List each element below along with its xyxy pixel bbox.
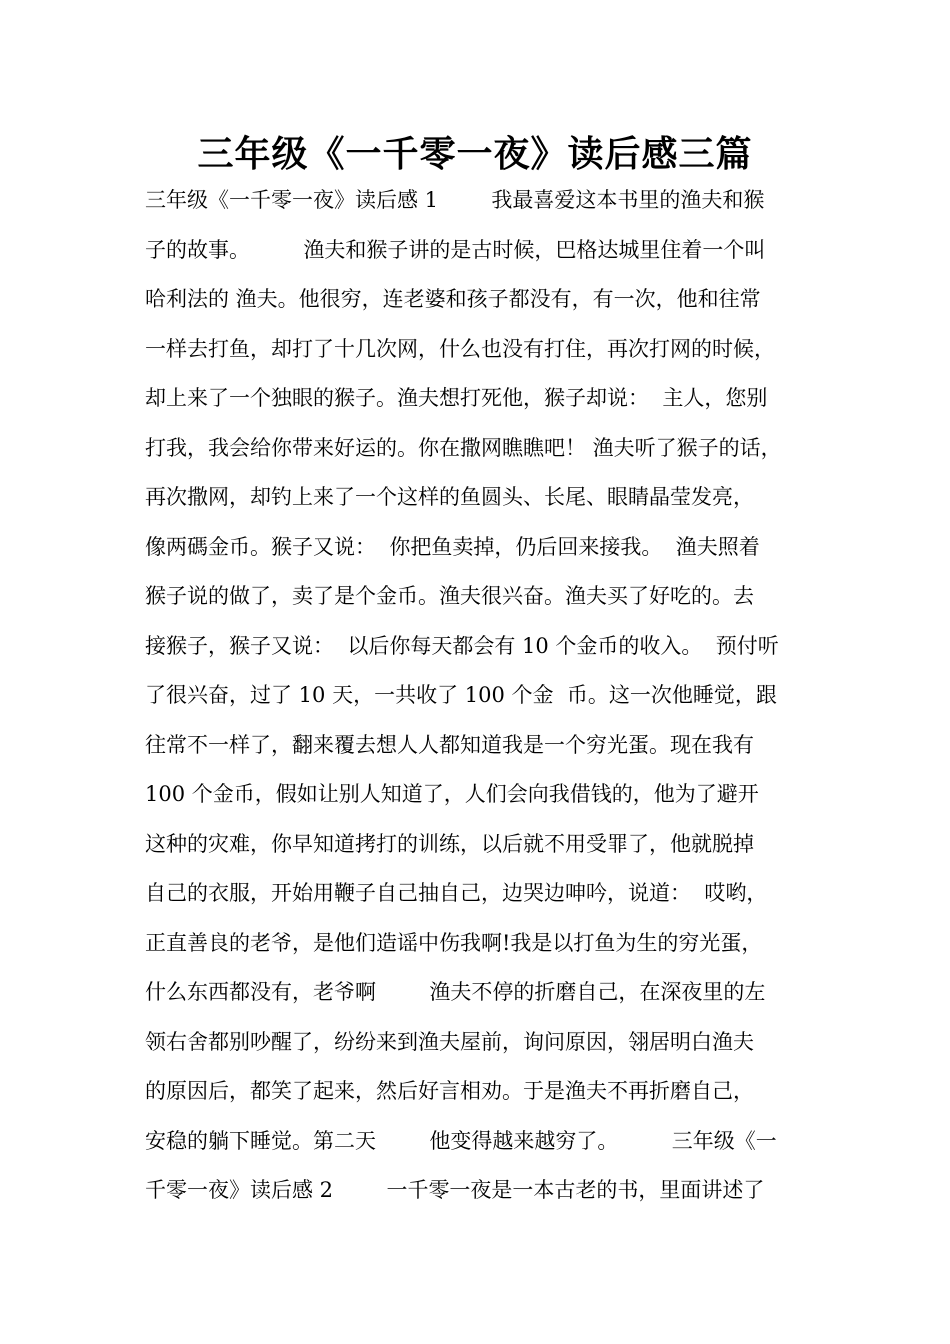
- text-line: 打我，我会给你带来好运的。你在撒网瞧瞧吧！ 渔夫听了猴子的话，: [145, 435, 782, 460]
- text-line: 100 个金币，假如让别人知道了，人们会向我借钱的，他为了避开: [145, 782, 759, 806]
- text-line: 正直善良的老爷，是他们造谣中伤我啊!我是以打鱼为生的穷光蛋，: [145, 930, 763, 955]
- text-line: 三年级《一千零一夜》读后感 1 我最喜爱这本书里的渔夫和猴: [145, 188, 765, 212]
- text-line: 自己的衣服，开始用鞭子自己抽自己，边哭边呻吟，说道： 哎哟，: [145, 881, 768, 905]
- page-title: 三年级《一千零一夜》读后感三篇: [197, 134, 753, 175]
- text-line: 的原因后，都笑了起来，然后好言相劝。于是渔夫不再折磨自己，: [145, 1079, 754, 1103]
- text-line: 像两碼金币。猴子又说： 你把鱼卖掉，仍后回来接我。 渔夫照着: [145, 534, 760, 559]
- text-line: 安稳的躺下睡觉。第二天 他变得越来越穷了。 三年级《一: [145, 1128, 777, 1153]
- text-line: 子的故事。 渔夫和猴子讲的是古时候，巴格达城里住着一个叫: [145, 237, 766, 262]
- text-line: 了很兴奋，过了 10 天，一共收了 100 个金 币。这一次他睡觉，跟: [145, 683, 777, 707]
- text-line: 一样去打鱼，却打了十几次网，什么也没有打住，再次打网的时候，: [145, 336, 775, 361]
- text-line: 哈利法的 渔夫。他很穷，连老婆和孩子都没有，有一次，他和往常: [145, 287, 761, 311]
- text-line: 猴子说的做了，卖了是个金币。渔夫很兴奋。渔夫买了好吃的。去: [145, 584, 754, 608]
- text-line: 接猴子，猴子又说： 以后你每天都会有 10 个金币的收入。 预付听: [145, 633, 779, 658]
- text-line: 领右舍都别吵醒了，纷纷来到渔夫屋前，询问原因，翎居明白渔夫: [145, 1029, 754, 1054]
- text-line: 什么东西都没有，老爷啊 渔夫不停的折磨自己，在深夜里的左: [145, 980, 766, 1004]
- text-line: 往常不一样了，翻来覆去想人人都知道我是一个穷光蛋。现在我有: [145, 732, 754, 757]
- body-text: [145, 183, 825, 1223]
- text-line: 千零一夜》读后感 2 一千零一夜是一本古老的书，里面讲述了: [145, 1178, 765, 1202]
- text-line: 这种的灾难，你早知道拷打的训练，以后就不用受罪了，他就脱掉: [145, 831, 754, 856]
- text-line: 却上来了一个独眼的猴子。渔夫想打死他，猴子却说： 主人，您别: [145, 386, 768, 410]
- text-line: 再次撒网，却钓上来了一个这样的鱼圆头、长尾、眼睛晶莹发亮，: [145, 485, 754, 509]
